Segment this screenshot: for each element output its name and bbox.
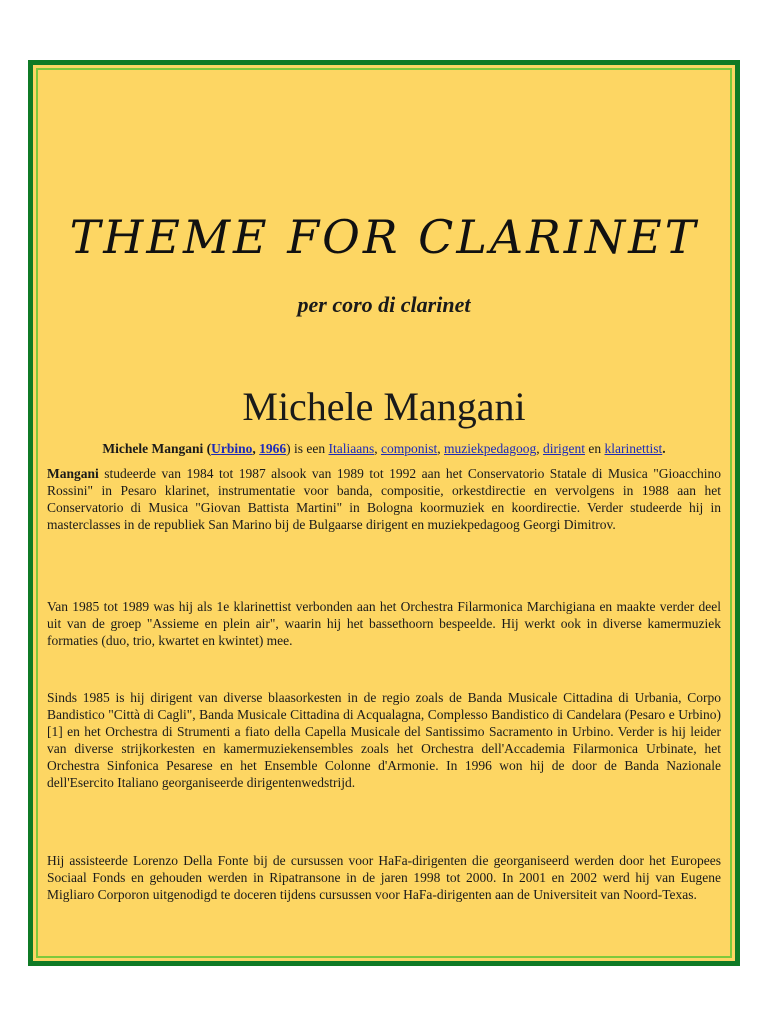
intro-text: , [536, 441, 543, 456]
link-dirigent[interactable]: dirigent [542, 441, 585, 456]
intro-text: ) is een [286, 441, 329, 456]
intro-text: , [374, 441, 381, 456]
link-klarinettist[interactable]: klarinettist [604, 441, 663, 456]
document-body [47, 65, 721, 961]
intro-text: , [252, 441, 260, 456]
intro-text: , [437, 441, 444, 456]
intro-text: . [662, 441, 666, 456]
link-italiaans[interactable]: Italiaans [328, 441, 375, 456]
intro-text: ( [203, 441, 212, 456]
subtitle: per coro di clarinet [297, 292, 471, 317]
paragraph-text: studeerde van 1984 tot 1987 alsook van 1989 tot 1992 aan het Conservatorio Statale di Musica "Gioacchino Rossini" in Pesaro klarinet, instrumentatie voor banda, compositie, orkestdirectie en vervolgens in 1988 aan het Conservatorio di Musica "Giovan Battista Martini" in Bologna koormuziek en koordirectie. Verder studeerde hij in masterclasses in de republiek San Marino bij de Bulgaarse dirigent en muziekpedagoog Georgi Dimitrov. [47, 466, 721, 532]
intro-text: en [584, 441, 605, 456]
page-title: THEME FOR CLARINET [69, 210, 699, 264]
intro-name: Michele Mangani [102, 441, 204, 456]
composer-name: Michele Mangani [242, 384, 526, 429]
paragraph-teaching: Hij assisteerde Lorenzo Della Fonte bij de cursussen voor HaFa-dirigenten die georganiseerd werden door het Europees Sociaal Fonds en gehouden werden in Ripatransone in de jaren 1998 tot 2000. In 2001 en 2002 werd hij van Eugene Migliaro Corporon uitgenodigd te doceren tijdens cursussen voor HaFa-dirigenten aan de Universiteit van Noord-Texas. [47, 853, 721, 902]
link-componist[interactable]: componist [381, 441, 438, 456]
paragraph-education [47, 465, 721, 533]
link-muziekpedagoog[interactable]: muziekpedagoog [444, 441, 537, 456]
link-1966[interactable]: 1966 [259, 441, 287, 456]
intro-line [47, 441, 721, 457]
paragraph-conducting: Sinds 1985 is hij dirigent van diverse blaasorkesten in de regio zoals de Banda Musicale Cittadina di Urbania, Corpo Bandistico "Città di Cagli", Banda Musicale Cittadina di Acqualagna, Complesso Bandistico di Candelara (Pesaro e Urbino)[1] en het Orchestra di Strumenti a fiato della Capella Musicale del Santissimo Sacramento in Urbino. Verder is hij leider van diverse strijkorkesten en kamermuziekensembles zoals het Orchestra dell'Accademia Filarmonica Urbinate, het Orchestra Sinfonica Pesarese en het Ensemble Colonne d'Armonie. In 1996 won hij de door de Banda Nazionale dell'Esercito Italiano georganiseerde dirigentenwedstrijd. [47, 690, 721, 790]
link-urbino[interactable]: Urbino [211, 441, 253, 456]
page-frame [28, 60, 740, 966]
paragraph-lead: Mangani [47, 466, 99, 481]
paragraph-career: Van 1985 tot 1989 was hij als 1e klarinettist verbonden aan het Orchestra Filarmonica Marchigiana en maakte verder deel uit van de groep "Assieme en plein air", waarin hij het bassethoorn bespeelde. Hij werkt ook in diverse kamermuziek formaties (duo, trio, kwartet en kwintet) mee. [47, 599, 721, 648]
